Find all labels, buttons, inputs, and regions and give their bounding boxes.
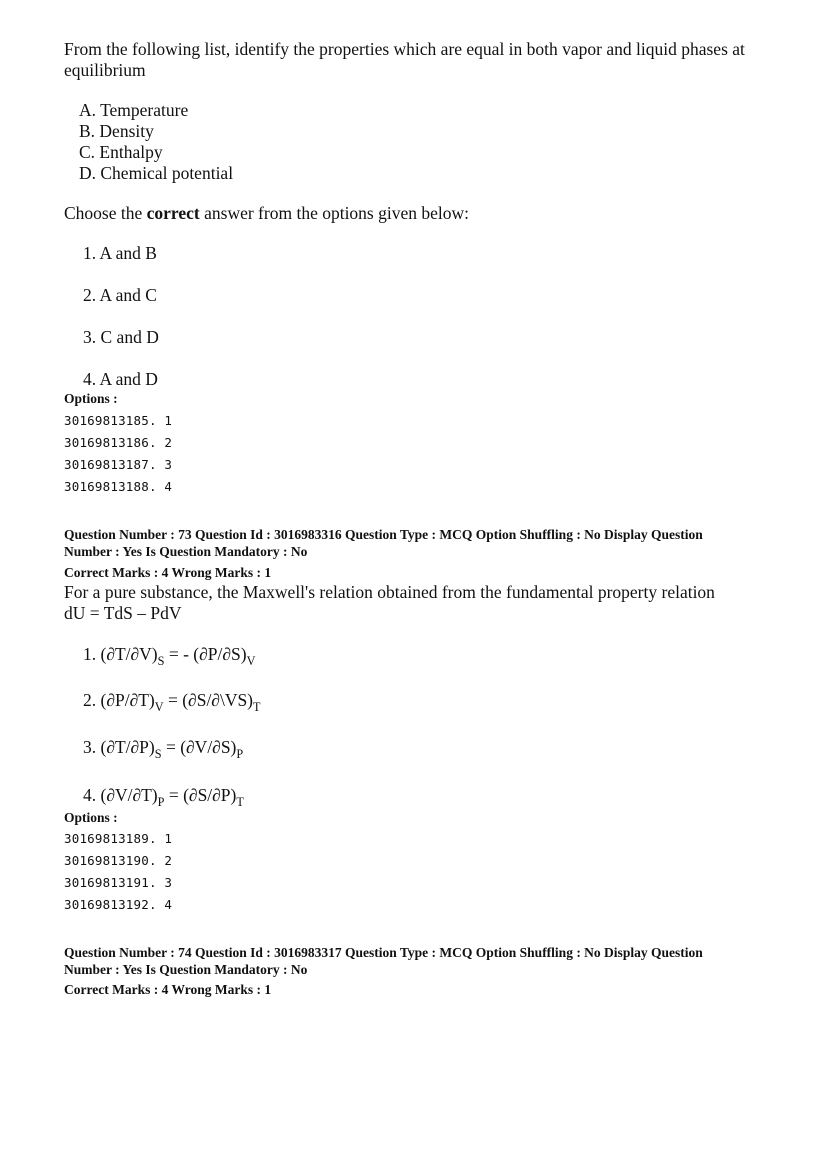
q73-answer-3: 3. $(\partial T/\partial P)_S = (\partial V/\partial S)_P$: [83, 737, 244, 761]
q72-option-id-3: 30169813187. 3: [64, 457, 173, 472]
q72-instruction: Choose the correct answer from the options given below:: [64, 203, 470, 223]
q72-option-id-1: 30169813185. 1: [64, 413, 173, 428]
q73-marks: Correct Marks : 4 Wrong Marks : 1: [64, 565, 272, 580]
q72-answer-2: 2. A and C: [83, 285, 157, 305]
q72-item-a: A. Temperature: [79, 100, 189, 120]
q72-answer-4: 4. A and D: [83, 369, 158, 389]
q72-stem-line2: equilibrium: [64, 60, 146, 80]
q73-meta-line1: Question Number : 73 Question Id : 3016983316 Question Type : MCQ Option Shuffling : No Display Question: [64, 527, 703, 542]
q73-answer-2: 2. $(\partial P/\partial T)_V$ = $(\partial S/\partial\backslash VS)_T$: [83, 690, 261, 714]
q72-answer-3: 3. C and D: [83, 327, 159, 347]
q72-item-d: D. Chemical potential: [79, 163, 234, 183]
q73-option-id-1: 30169813189. 1: [64, 831, 173, 846]
q73-option-id-4: 30169813192. 4: [64, 897, 173, 912]
q73-meta-line2: Number : Yes Is Question Mandatory : No: [64, 544, 308, 559]
q72-option-id-4: 30169813188. 4: [64, 479, 173, 494]
q72-options-label: Options :: [64, 391, 118, 406]
q72-option-id-2: 30169813186. 2: [64, 435, 173, 450]
q73-answer-1: 1. $(\partial T/\partial V)_S$ = - $(\partial P/\partial S)_V$: [83, 644, 256, 668]
q73-stem-line2: dU = TdS – PdV: [64, 603, 182, 623]
q72-item-b: B. Density: [79, 121, 154, 141]
q72-answer-1: 1. A and B: [83, 243, 157, 263]
q72-item-c: C. Enthalpy: [79, 142, 163, 162]
q73-options-label: Options :: [64, 810, 118, 825]
q74-marks: Correct Marks : 4 Wrong Marks : 1: [64, 982, 272, 997]
q73-stem-line1: For a pure substance, the Maxwell's relation obtained from the fundamental property relation: [64, 582, 715, 602]
q72-stem-line1: From the following list, identify the properties which are equal in both vapor and liquid phases at: [64, 39, 745, 59]
q74-meta-line1: Question Number : 74 Question Id : 3016983317 Question Type : MCQ Option Shuffling : No Display Question: [64, 945, 703, 960]
q74-meta-line2: Number : Yes Is Question Mandatory : No: [64, 962, 308, 977]
q73-answer-4: 4. $(\partial V/\partial T)_P = (\partial S/\partial P)_T$: [83, 785, 244, 809]
q73-option-id-3: 30169813191. 3: [64, 875, 173, 890]
q73-option-id-2: 30169813190. 2: [64, 853, 173, 868]
